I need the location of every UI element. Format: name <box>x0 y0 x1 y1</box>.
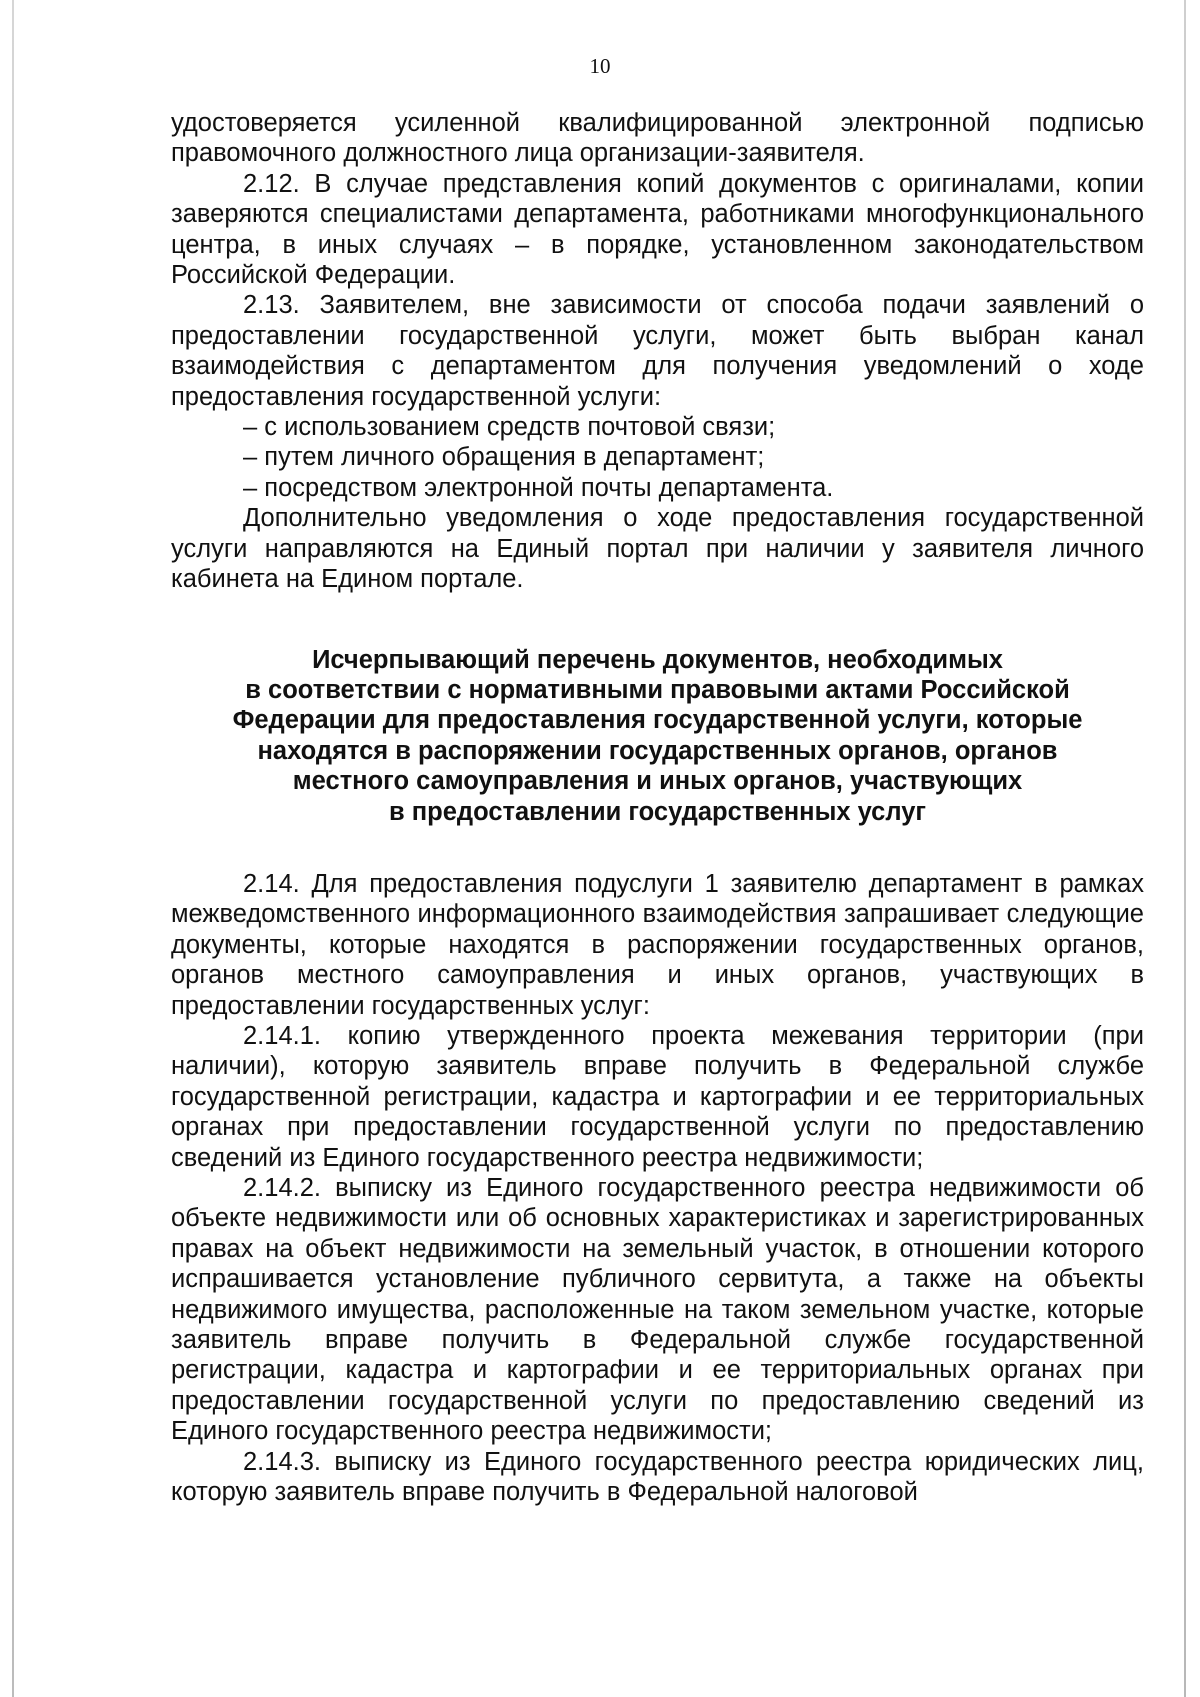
scan-edge-right <box>1184 0 1186 1697</box>
paragraph-additional: Дополнительно уведомления о ходе предоставления государственной услуги направляются на Единый портал при наличии у заявителя личного кабинета на Едином портале. <box>171 504 1144 594</box>
paragraph-2-13: 2.13. Заявителем, вне зависимости от способа подачи заявлений о предоставлении государственной услуги, может быть выбран канал взаимодействия с департаментом для получения уведомлений о ходе предоставления государственной услуги: <box>171 291 1144 411</box>
heading-line: находятся в распоряжении государственных органов, органов <box>257 736 1058 765</box>
heading-line: Исчерпывающий перечень документов, необходимых <box>312 645 1003 674</box>
document-body <box>171 108 1144 1507</box>
paragraph-intro: удостоверяется усиленной квалифицированной электронной подписью правомочного должностного лица организации-заявителя. <box>171 109 1144 168</box>
page-number: 10 <box>589 54 611 78</box>
paragraph-2-14: 2.14. Для предоставления подуслуги 1 заявителю департамент в рамках межведомственного информационного взаимодействия запрашивает следующие документы, которые находятся в распоряжении государственных органов, органов местного самоуправления и иных органов, участвующих в предоставлении государственных услуг: <box>171 869 1144 1020</box>
paragraph-2-12: 2.12. В случае представления копий документов с оригиналами, копии заверяются специалистами департамента, работниками многофункционального центра, в иных случаях – в порядке, установленном законодательством Российской Федерации. <box>171 169 1144 290</box>
list-item-email: – посредством электронной почты департамента. <box>243 473 834 502</box>
heading-line: Федерации для предоставления государственной услуги, которые <box>232 706 1083 735</box>
list-item-personal: – путем личного обращения в департамент; <box>243 443 765 472</box>
paragraph-2-14-2: 2.14.2. выписку из Единого государственного реестра недвижимости об объекте недвижимости или об основных характеристиках и зарегистрированных правах на объект недвижимости на земельный участок, в отношении которого испрашивается установление публичного сервитута, а также на объекты недвижимого имущества, расположенные на таком земельном участке, которые заявитель вправе получить в Федеральной службе государственной регистрации, кадастра и картографии и ее территориальных органах при предоставлении государственной услуги по предоставлению сведений из Единого государственного реестра недвижимости; <box>171 1174 1144 1446</box>
paragraph-2-14-3: 2.14.3. выписку из Единого государственного реестра юридических лиц, которую заявитель вправе получить в Федеральной налоговой <box>171 1447 1144 1507</box>
paragraph-2-14-1: 2.14.1. копию утвержденного проекта межевания территории (при наличии), которую заявитель вправе получить в Федеральной службе государственной регистрации, кадастра и картографии и ее территориальных органах при предоставлении государственной услуги по предоставлению сведений из Единого государственного реестра недвижимости; <box>171 1021 1144 1172</box>
heading-line: в предоставлении государственных услуг <box>388 797 927 826</box>
section-heading <box>171 645 1144 827</box>
scan-edge-left <box>12 0 14 1697</box>
list-item-postal: – с использованием средств почтовой связи; <box>243 413 776 442</box>
heading-line: в соответствии с нормативными правовыми актами Российской <box>245 675 1070 704</box>
heading-line: местного самоуправления и иных органов, участвующих <box>292 767 1023 796</box>
